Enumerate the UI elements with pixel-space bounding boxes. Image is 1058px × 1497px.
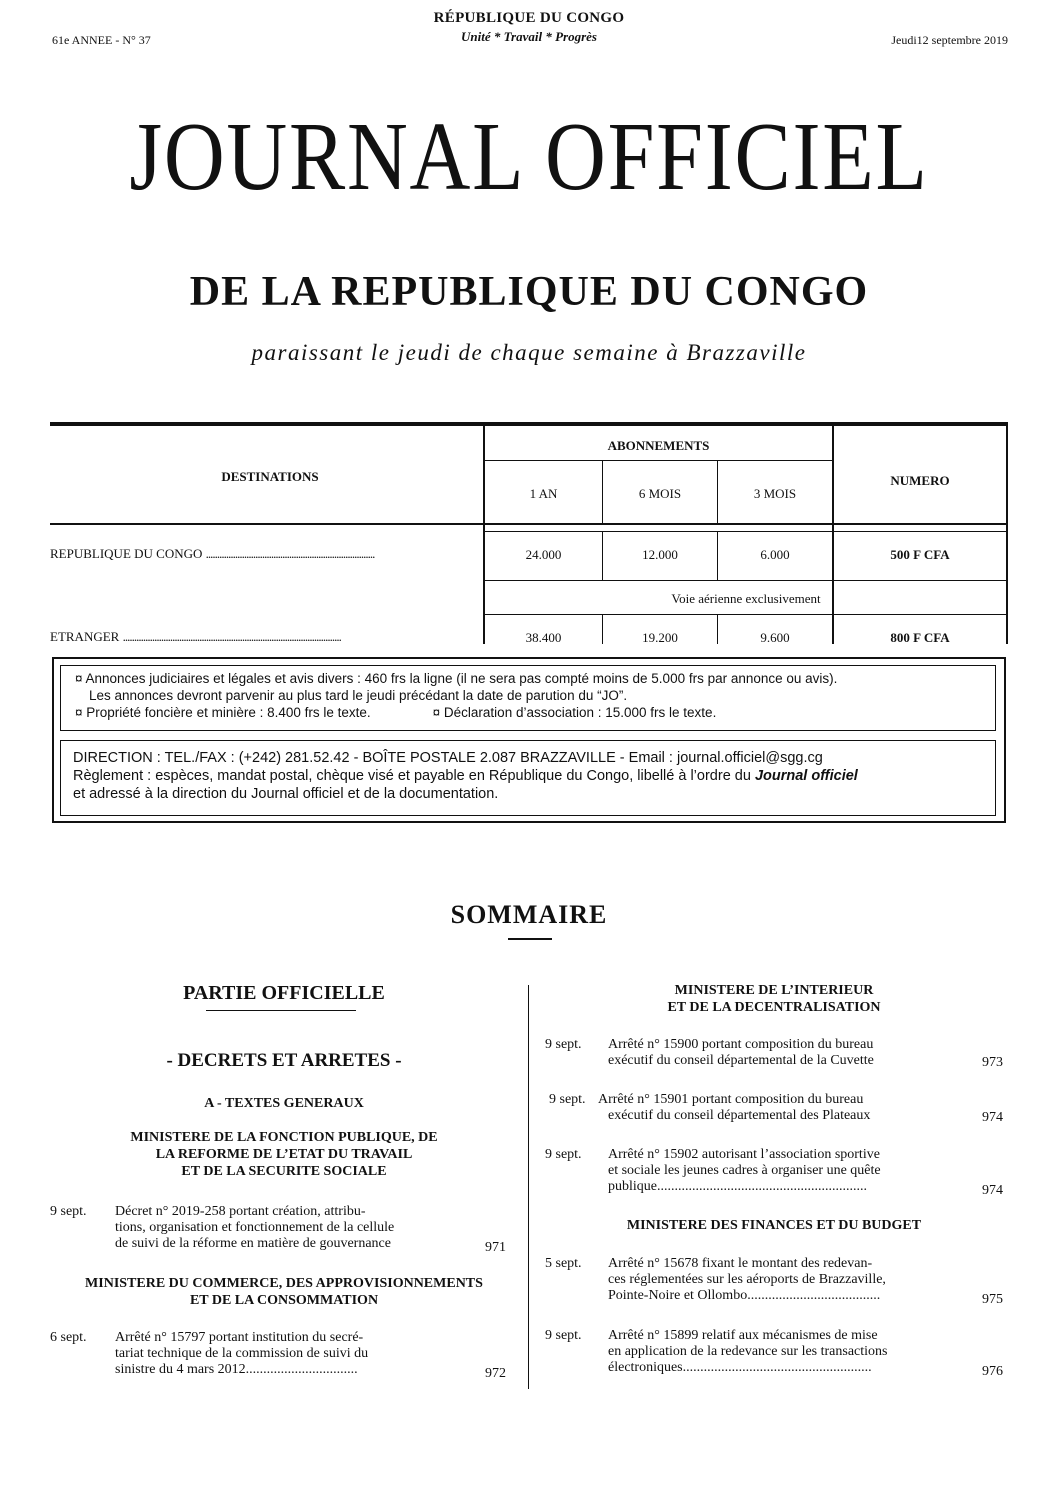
numero-price: 500 F CFA — [890, 547, 950, 562]
price-cell: 19.200 — [642, 630, 678, 645]
entry-date: 9 sept. — [545, 1147, 582, 1162]
price-cell: 24.000 — [525, 547, 562, 562]
entry-date: 9 sept. — [545, 1328, 582, 1343]
entry-date: 5 sept. — [545, 1256, 582, 1271]
numero-header: NUMERO — [890, 473, 950, 488]
entry-text: Arrêté n° 15901 portant composition du bureau exécutif du conseil départemental des Plateaux — [598, 1092, 871, 1123]
table-rule — [485, 614, 1007, 615]
direction-line: DIRECTION : TEL./FAX : (+242) 281.52.42 - BOÎTE POSTALE 2.087 BRAZZAVILLE - Email : journal.officiel@sgg.cg — [73, 750, 823, 766]
entry-page: 974 — [982, 1110, 1003, 1125]
textes-generaux: A - TEXTES GENERAUX — [204, 1096, 364, 1111]
entry-page: 976 — [982, 1364, 1003, 1379]
ministry-heading: MINISTERE DE L’INTERIEUR ET DE LA DECENTRALISATION — [667, 983, 881, 1015]
entry-page: 974 — [982, 1183, 1003, 1198]
column-separator — [528, 985, 529, 1389]
entry-date: 9 sept. — [545, 1037, 582, 1052]
table-top-rule — [50, 422, 1008, 426]
destinations-header: DESTINATIONS — [221, 469, 319, 484]
table-rule — [485, 580, 1007, 581]
entry-page: 971 — [485, 1240, 506, 1255]
republic-name: RÉPUBLIQUE DU CONGO — [433, 10, 625, 26]
table-divider — [483, 426, 485, 644]
reglement-line: et adressé à la direction du Journal officiel et de la documentation. — [73, 786, 499, 802]
entry-text: Arrêté n° 15797 portant institution du secré- tariat technique de la commission de suivi du sinistre du 4 mars 2012................................ — [115, 1330, 369, 1377]
price-cell: 12.000 — [642, 547, 678, 562]
destination-label: ETRANGER ................................................................................................. — [50, 629, 341, 644]
entry-date: 9 sept. — [50, 1204, 87, 1219]
partie-officielle: PARTIE OFFICIELLE — [183, 982, 385, 1004]
entry-text: Arrêté n° 15678 fixant le montant des redevan- ces réglementées sur les aéroports de Brazzaville, Pointe-Noire et Ollombo...................................... — [608, 1256, 886, 1303]
republic-title: DE LA REPUBLIQUE DU CONGO — [189, 269, 869, 315]
entry-date: 6 sept. — [50, 1330, 87, 1345]
sommaire-rule — [508, 938, 552, 940]
partie-rule — [206, 1010, 356, 1011]
table-rule — [485, 531, 1007, 532]
direction-contact — [60, 740, 996, 816]
numero-price: 800 F CFA — [890, 630, 950, 645]
table-rule — [485, 460, 832, 461]
air-note: Voie aérienne exclusivement — [671, 591, 821, 606]
announcement-rates — [60, 665, 996, 731]
table-divider — [832, 426, 834, 644]
ministry-heading: MINISTERE DE LA FONCTION PUBLIQUE, DE LA REFORME DE L’ETAT DU TRAVAIL ET DE LA SECURITE SOCIALE — [130, 1130, 438, 1179]
price-cell: 38.400 — [525, 630, 562, 645]
issue-date: Jeudi12 septembre 2019 — [891, 33, 1008, 47]
entry-page: 975 — [982, 1292, 1003, 1307]
national-motto: Unité * Travail * Progrès — [460, 29, 597, 44]
table-divider — [1006, 426, 1008, 644]
entry-text: Arrêté n° 15902 autorisant l’association sportive et sociale les jeunes cadres à organiser une quête publique............................................................ — [608, 1147, 881, 1194]
reglement-line: Règlement : espèces, mandat postal, chèque visé et payable en République du Congo, libellé à l’ordre du Journal officiel — [73, 768, 858, 784]
entry-text: Arrêté n° 15899 relatif aux mécanismes de mise en application de la redevance sur les transactions électroniques...................................................... — [608, 1328, 888, 1375]
period-header: 6 MOIS — [638, 486, 682, 501]
ministry-heading: MINISTERE DU COMMERCE, DES APPROVISIONNEMENTS ET DE LA CONSOMMATION — [85, 1276, 483, 1308]
notice-line: ¤ Annonces judiciaires et légales et avis divers : 460 frs la ligne (il ne sera pas compté moins de 5.000 frs par annonce ou avis). — [75, 671, 838, 686]
period-header: 1 AN — [529, 486, 558, 501]
entry-date: 9 sept. — [549, 1092, 586, 1107]
price-cell: 6.000 — [760, 547, 790, 562]
entry-page: 973 — [982, 1055, 1003, 1070]
notice-line: Les annonces devront parvenir au plus tard le jeudi précédant la date de parution du “JO”. — [89, 688, 628, 703]
price-cell: 9.600 — [760, 630, 790, 645]
destination-label: REPUBLIQUE DU CONGO ........................................................................... — [50, 546, 375, 561]
decrets-heading: - DECRETS ET ARRETES - — [166, 1050, 402, 1071]
entry-text: Arrêté n° 15900 portant composition du bureau exécutif du conseil départemental de la Cuvette — [608, 1037, 874, 1068]
tagline: paraissant le jeudi de chaque semaine à Brazzaville — [251, 340, 807, 365]
table-rule — [50, 523, 1008, 525]
abonnements-header: ABONNEMENTS — [607, 438, 710, 453]
journal-title: JOURNAL OFFICIEL — [129, 103, 929, 211]
entry-page: 972 — [485, 1366, 506, 1381]
notice-line: ¤ Propriété foncière et minière : 8.400 frs le texte. ¤ Déclaration d’association : 15.000 frs le texte. — [75, 705, 717, 720]
entry-text: Décret n° 2019-258 portant création, attribu- tions, organisation et fonctionnement de la cellule de suivi de la réforme en matière de gouvernance — [115, 1204, 395, 1251]
issue-number: 61e ANNEE - N° 37 — [52, 33, 151, 47]
sommaire-title: SOMMAIRE — [450, 900, 608, 929]
period-header: 3 MOIS — [753, 486, 797, 501]
ministry-heading: MINISTERE DES FINANCES ET DU BUDGET — [626, 1218, 922, 1233]
